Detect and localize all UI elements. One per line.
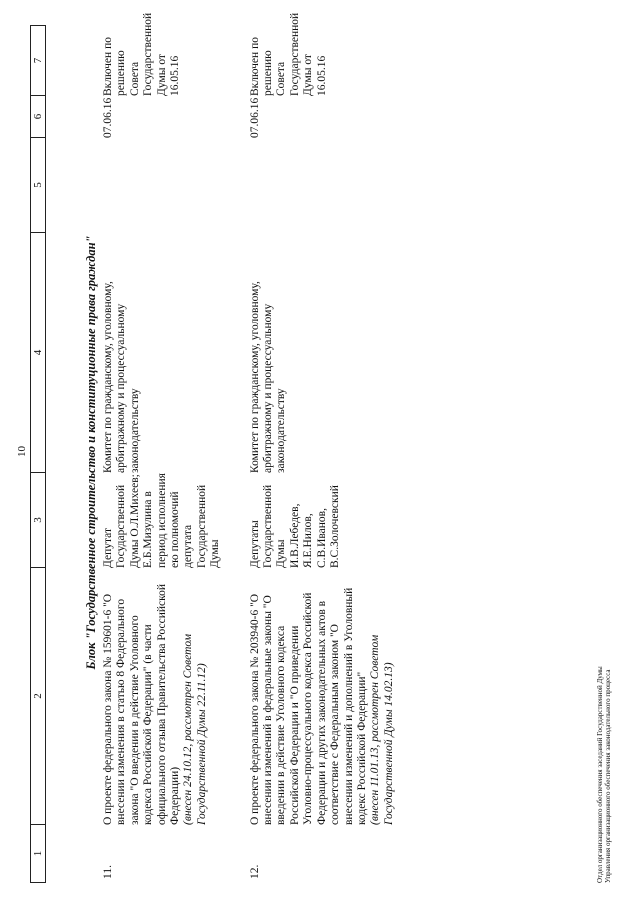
bill-authors: Депутаты Государственной Думы И.В.Лебедев, Я.Е.Нилов, С.В.Иванов, В.С.Золочевский <box>248 484 342 568</box>
column-number: 5 <box>31 138 46 233</box>
row-number: 11. <box>102 865 114 879</box>
column-number-header <box>30 25 46 883</box>
footer-line: Управления организационного обеспечения законодательного процесса <box>604 669 612 883</box>
bill-note: (внесен 11.01.13, рассмотрен Советом Государственной Думы 14.02.13) <box>369 634 395 825</box>
row-number: 12. <box>248 864 261 879</box>
bill-description: О проекте федерального закона № 159601-6 "О внесении изменения в статью 8 Федерального закона "О введении в действие Уголовного кодекса Российской Федерации" (в части официального отзыва Правительства Российской Федерации) <box>102 583 182 825</box>
bill-note: (внесен 24.10.12, рассмотрен Советом Государственной Думы 22.11.12) <box>182 633 208 825</box>
footer-line: Отдел организационного обеспечения заседаний Государственной Думы <box>596 666 604 883</box>
bill-description-cell <box>102 568 223 825</box>
column-number: 3 <box>31 473 46 568</box>
bill-list <box>102 12 422 883</box>
consideration-date: 07.06.16 <box>102 97 114 138</box>
block-title: Блок "Государственное строительство и конституционные права граждан" <box>84 235 98 670</box>
decision-note: Включен по решению Совета Государственной Думы от 16.05.16 <box>248 12 328 96</box>
column-number: 2 <box>31 568 46 825</box>
page-number: 10 <box>16 446 28 457</box>
decision-note: Включен по решению Совета Государственной Думы от 16.05.16 <box>102 12 182 96</box>
column-number: 1 <box>31 825 46 883</box>
column-number: 6 <box>31 96 46 138</box>
column-number: 7 <box>31 26 46 96</box>
column-5-cell <box>249 138 396 233</box>
bill-authors: Депутат Государственной Думы О.Л.Михеев; Е.Б.Мизулина в период исполнения ею полномочий депутата Государственной Думы <box>102 473 222 568</box>
table-row <box>102 12 223 883</box>
table-row <box>248 12 396 883</box>
document-footer <box>596 666 612 883</box>
responsible-committee: Комитет по гражданскому, уголовному, арбитражному и процессуальному законодательству <box>102 281 141 473</box>
responsible-committee: Комитет по гражданскому, уголовному, арбитражному и процессуальному законодательству <box>248 281 288 473</box>
bill-description-cell <box>249 568 396 825</box>
bill-description: О проекте федерального закона № 203940-6 "О внесении изменений в федеральные законы "О введении в действие Уголовного кодекса Российской Федерации и "О приведении Уголовно-процессуального кодекса Российской Федерации и других законодательных актов в соответствие с Федеральным законом "О внесении изменений и дополнений в Уголовный кодекс Российской Федерации" <box>248 587 368 825</box>
column-number: 4 <box>31 233 46 473</box>
consideration-date: 07.06.16 <box>248 97 261 138</box>
column-5-cell <box>102 138 223 233</box>
